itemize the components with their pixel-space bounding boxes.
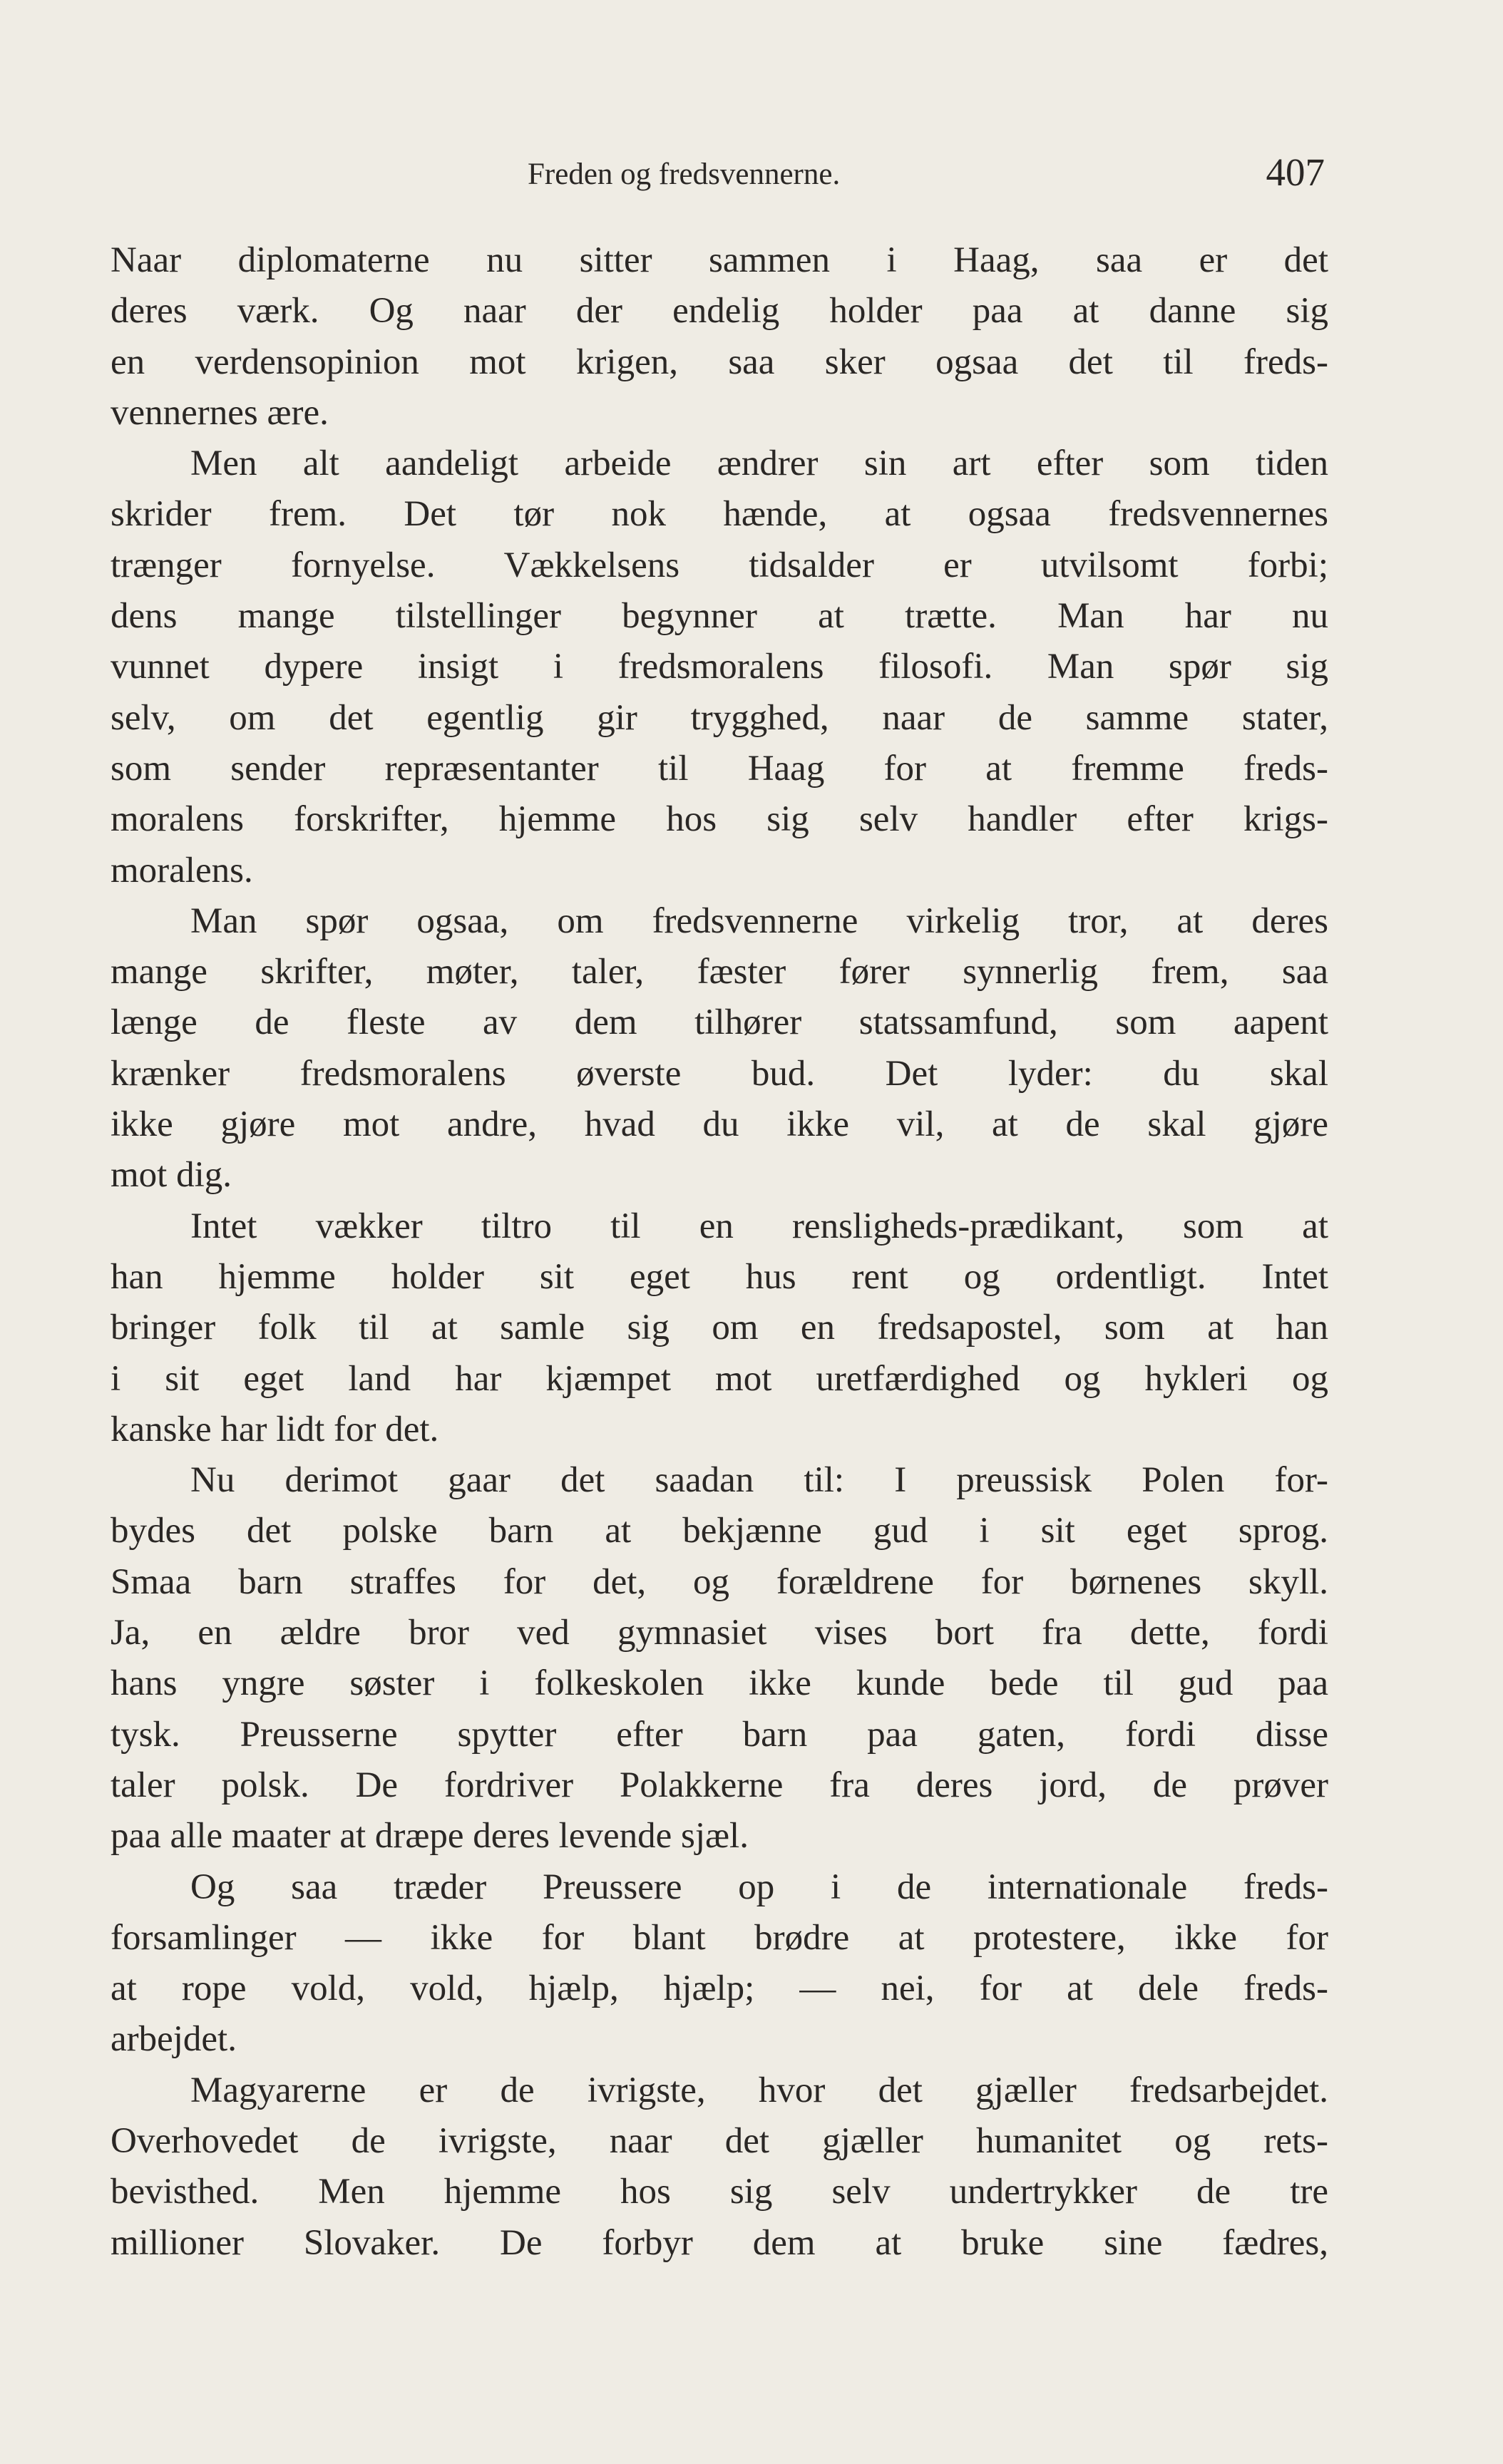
- text-line: Naar diplomaterne nu sitter sammen i Haag, saa er det: [111, 240, 1328, 280]
- text-line: tysk. Preusserne spytter efter barn paa gaten, fordi disse: [111, 1714, 1328, 1755]
- text-line: som sender repræsentanter til Haag for at fremme freds-: [111, 748, 1328, 789]
- text-line: taler polsk. De fordriver Polakkerne fra deres jord, de prøver: [111, 1765, 1328, 1805]
- text-line: Overhovedet de ivrigste, naar det gjæller humanitet og rets-: [111, 2120, 1328, 2161]
- text-line: krænker fredsmoralens øverste bud. Det lyder: du skal: [111, 1053, 1328, 1094]
- text-line: Smaa barn straffes for det, og forældrene for børnenes skyll.: [111, 1561, 1328, 1602]
- running-title: Freden og fredsvennerne.: [528, 158, 841, 191]
- text-line: han hjemme holder sit eget hus rent og ordentligt. Intet: [111, 1256, 1328, 1297]
- text-line: arbejdet.: [111, 2019, 237, 2060]
- text-line: bringer folk til at samle sig om en fredsapostel, som at han: [111, 1308, 1328, 1348]
- text-line: længe de fleste av dem tilhører statssamfund, som aapent: [111, 1002, 1328, 1043]
- text-line: ikke gjøre mot andre, hvad du ikke vil, at de skal gjøre: [111, 1104, 1328, 1145]
- text-line: Intet vækker tiltro til en rensligheds-prædikant, som at: [190, 1206, 1328, 1246]
- text-line: Man spør ogsaa, om fredsvennerne virkelig tror, at deres: [190, 900, 1328, 941]
- text-line: bevisthed. Men hjemme hos sig selv undertrykker de tre: [111, 2172, 1328, 2212]
- text-line: selv, om det egentlig gir trygghed, naar de samme stater,: [111, 697, 1328, 738]
- text-line: at rope vold, vold, hjælp, hjælp; — nei, for at dele freds-: [111, 1968, 1328, 2009]
- text-line: hans yngre søster i folkeskolen ikke kunde bede til gud paa: [111, 1663, 1328, 1704]
- text-line: millioner Slovaker. De forbyr dem at bruke sine fædres,: [111, 2222, 1328, 2263]
- text-line: Men alt aandeligt arbeide ændrer sin art efter som tiden: [190, 443, 1328, 484]
- text-line: Og saa træder Preussere op i de internationale freds-: [190, 1867, 1328, 1907]
- text-line: moralens forskrifter, hjemme hos sig selv handler efter krigs-: [111, 799, 1328, 840]
- text-line: Ja, en ældre bror ved gymnasiet vises bort fra dette, fordi: [111, 1613, 1328, 1653]
- text-line: deres værk. Og naar der endelig holder paa at danne sig: [111, 291, 1328, 332]
- text-line: Magyarerne er de ivrigste, hvor det gjæller fredsarbejdet.: [190, 2070, 1328, 2110]
- text-line: mange skrifter, møter, taler, fæster fører synnerlig frem, saa: [111, 952, 1328, 992]
- text-line: vunnet dypere insigt i fredsmoralens filosofi. Man spør sig: [111, 647, 1328, 687]
- text-line: i sit eget land har kjæmpet mot uretfærdighed og hykleri og: [111, 1358, 1328, 1399]
- text-line: en verdensopinion mot krigen, saa sker ogsaa det til freds-: [111, 342, 1328, 382]
- text-line: mot dig.: [111, 1155, 232, 1196]
- text-line: forsamlinger — ikke for blant brødre at protestere, ikke for: [111, 1917, 1328, 1958]
- text-line: bydes det polske barn at bekjænne gud i sit eget sprog.: [111, 1511, 1328, 1551]
- text-line: kanske har lidt for det.: [111, 1409, 439, 1449]
- text-line: skrider frem. Det tør nok hænde, at ogsaa fredsvennernes: [111, 494, 1328, 535]
- text-line: dens mange tilstellinger begynner at trætte. Man har nu: [111, 596, 1328, 637]
- page-number: 407: [1266, 150, 1325, 194]
- body-text: [111, 235, 1328, 2269]
- text-line: trænger fornyelse. Vækkelsens tidsalder er utvilsomt forbi;: [111, 545, 1328, 585]
- text-line: moralens.: [111, 850, 253, 890]
- text-line: paa alle maater at dræpe deres levende sjæl.: [111, 1816, 749, 1857]
- text-line: Nu derimot gaar det saadan til: I preussisk Polen for-: [190, 1460, 1328, 1501]
- text-line: vennernes ære.: [111, 392, 329, 433]
